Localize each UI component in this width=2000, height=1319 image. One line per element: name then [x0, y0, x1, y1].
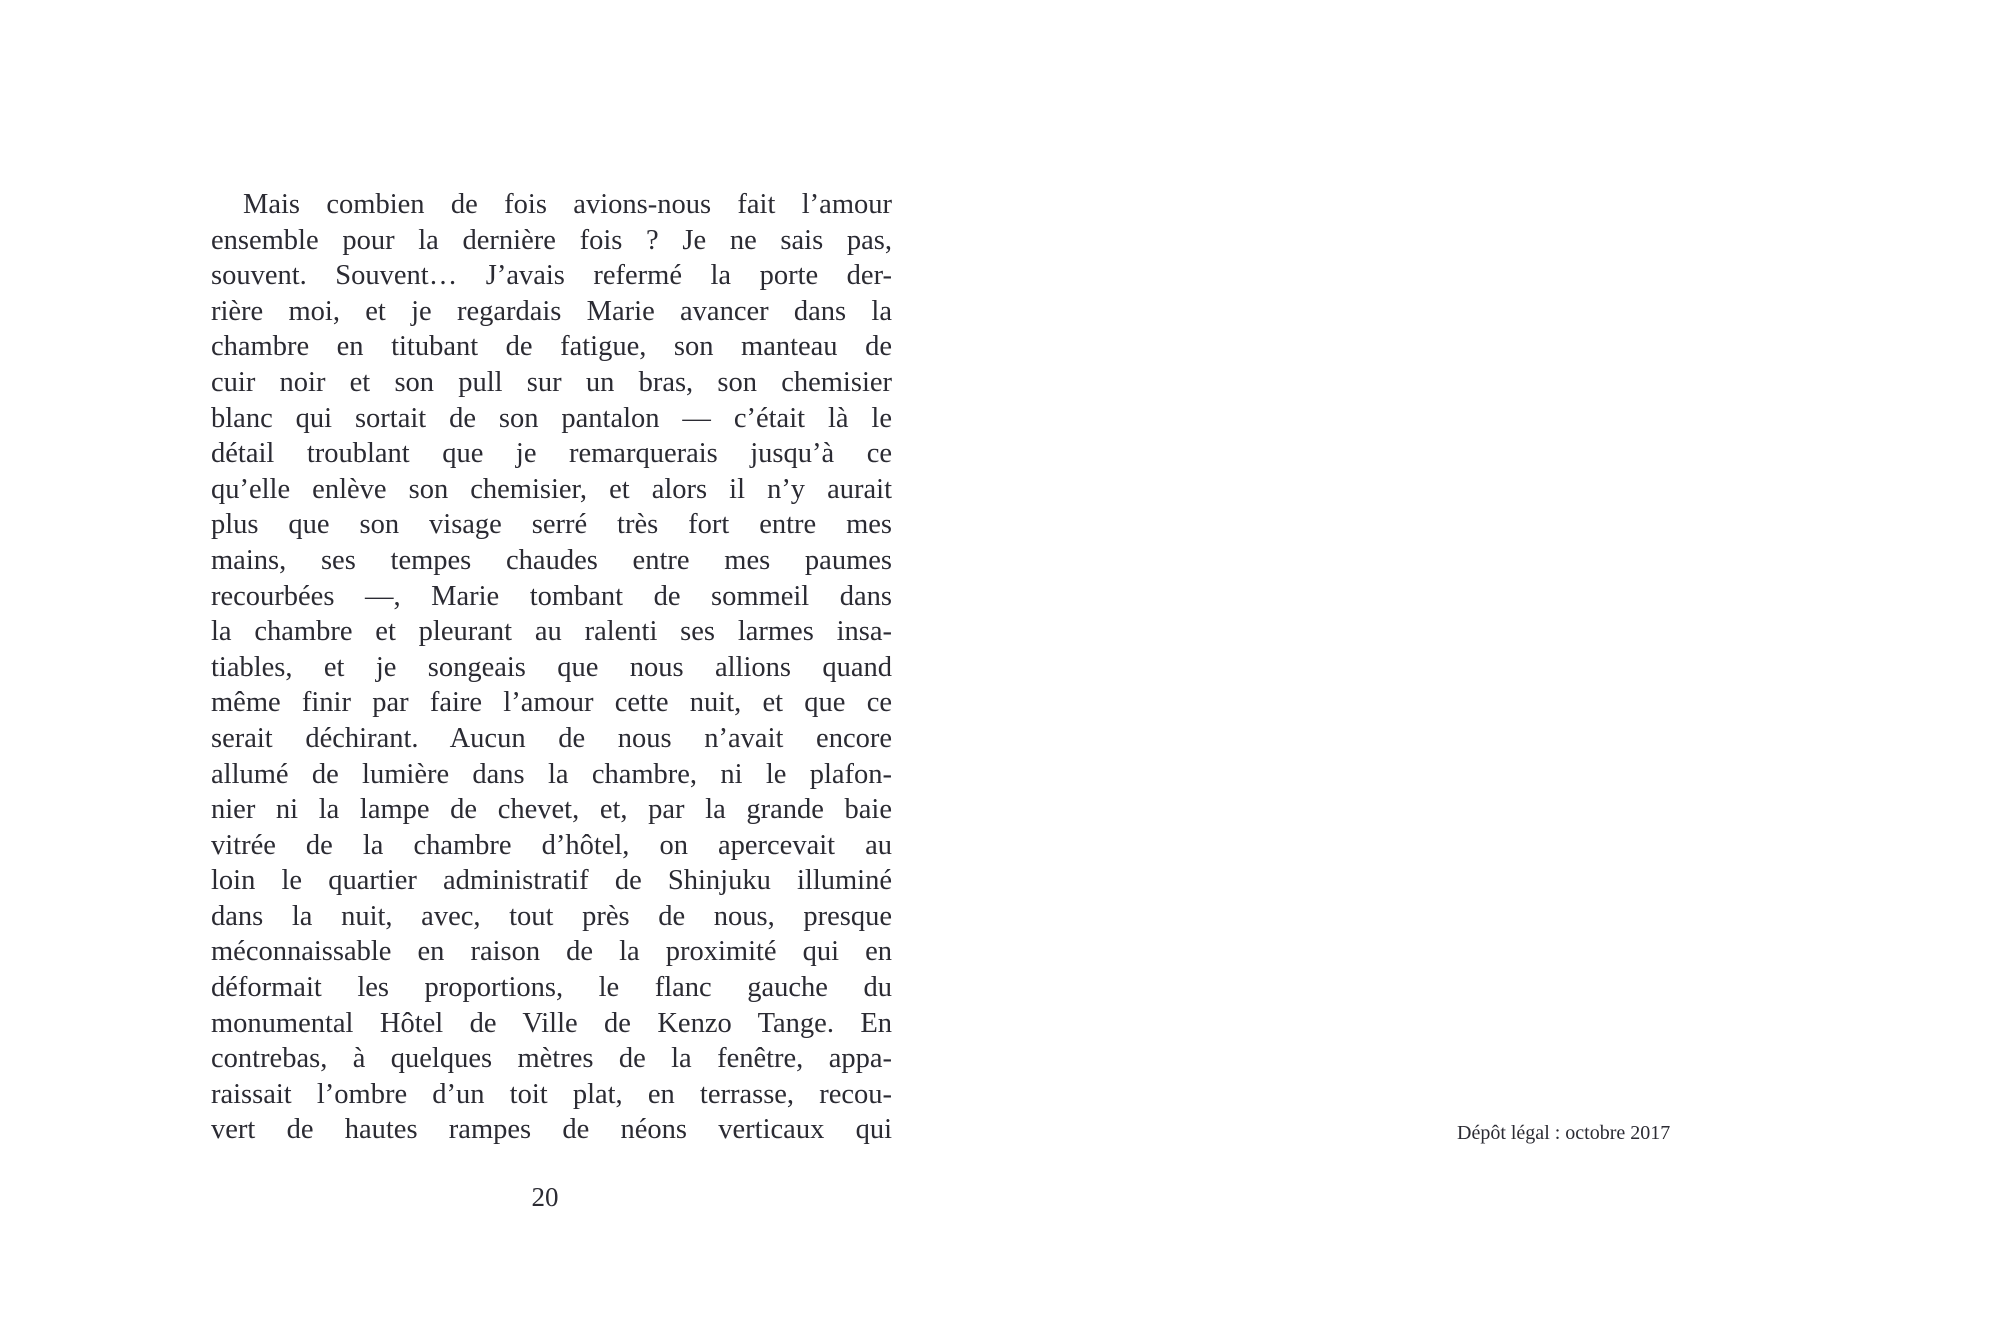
- text-line: loin le quartier administratif de Shinjuku illuminé: [211, 865, 892, 897]
- text-line: même finir par faire l’amour cette nuit, et que ce: [211, 687, 892, 719]
- text-line: détail troublant que je remarquerais jusqu’à ce: [211, 438, 892, 470]
- text-line: déformait les proportions, le flanc gauche du: [211, 972, 892, 1004]
- text-line: blanc qui sortait de son pantalon — c’était là le: [211, 402, 892, 434]
- text-line: raissait l’ombre d’un toit plat, en terrasse, recou-: [211, 1078, 892, 1110]
- text-line: ensemble pour la dernière fois ? Je ne sais pas,: [211, 224, 892, 256]
- text-line: vert de hautes rampes de néons verticaux qui: [211, 1114, 892, 1146]
- text-line: tiables, et je songeais que nous allions quand: [211, 651, 892, 683]
- text-line: rière moi, et je regardais Marie avancer dans la: [211, 295, 892, 327]
- text-line: dans la nuit, avec, tout près de nous, presque: [211, 900, 892, 932]
- body-paragraph: [211, 187, 892, 1148]
- page-number: 20: [531, 1182, 559, 1212]
- text-line: recourbées —, Marie tombant de sommeil dans: [211, 580, 892, 612]
- text-line: serait déchirant. Aucun de nous n’avait encore: [211, 722, 892, 754]
- right-page: [1000, 0, 2000, 1319]
- text-line: méconnaissable en raison de la proximité qui en: [211, 936, 892, 968]
- text-line: monumental Hôtel de Ville de Kenzo Tange. En: [211, 1007, 892, 1039]
- text-line: qu’elle enlève son chemisier, et alors il n’y aurait: [211, 473, 892, 505]
- text-line: chambre en titubant de fatigue, son manteau de: [211, 331, 892, 363]
- text-line: plus que son visage serré très fort entre mes: [211, 509, 892, 541]
- text-line: contrebas, à quelques mètres de la fenêtre, appa-: [211, 1043, 892, 1075]
- text-line: nier ni la lampe de chevet, et, par la grande baie: [211, 794, 892, 826]
- legal-deposit-notice: Dépôt légal : octobre 2017: [1457, 1122, 1671, 1144]
- text-line: vitrée de la chambre d’hôtel, on apercevait au: [211, 829, 892, 861]
- text-line: souvent. Souvent… J’avais refermé la porte der-: [211, 260, 892, 292]
- text-line: mains, ses tempes chaudes entre mes paumes: [211, 544, 892, 576]
- text-line: allumé de lumière dans la chambre, ni le plafon-: [211, 758, 892, 790]
- text-line: Mais combien de fois avions-nous fait l’amour: [243, 189, 892, 220]
- text-line: la chambre et pleurant au ralenti ses larmes insa-: [211, 616, 892, 648]
- text-line: cuir noir et son pull sur un bras, son chemisier: [211, 366, 892, 398]
